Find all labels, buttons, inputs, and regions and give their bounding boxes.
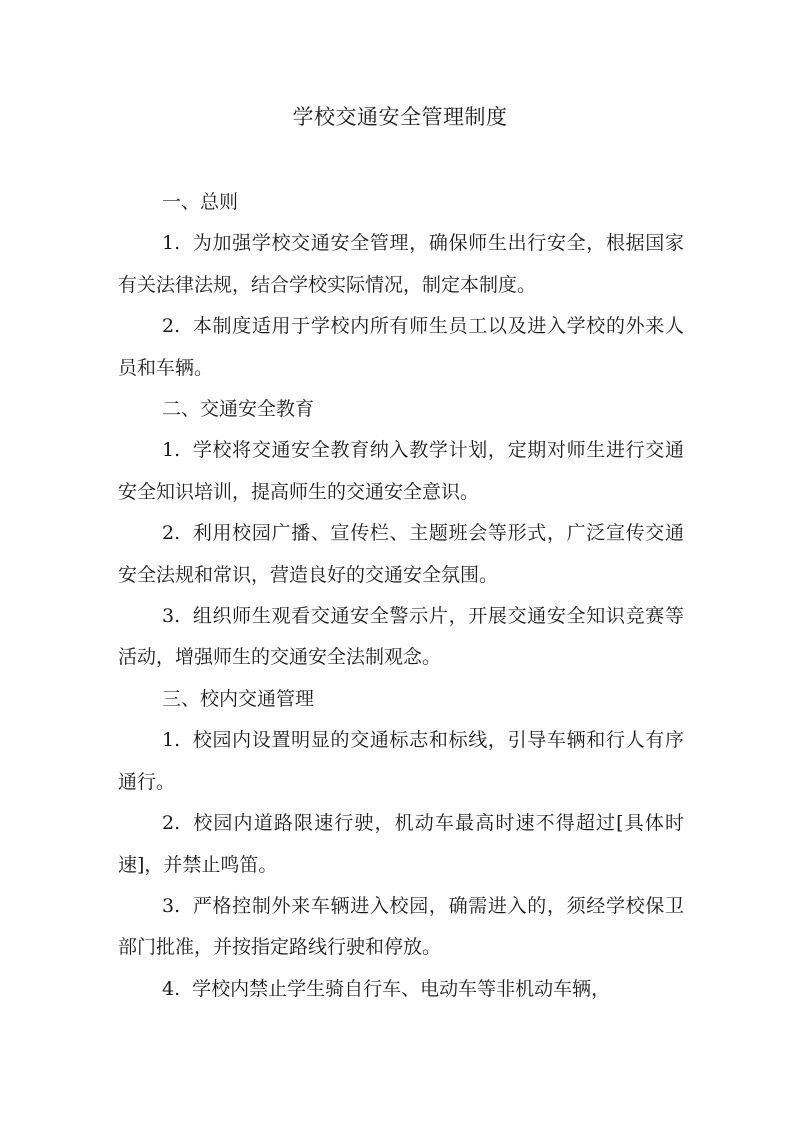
item-number: 4. xyxy=(162,977,181,1000)
paragraph xyxy=(118,306,684,389)
paragraph xyxy=(118,803,684,886)
paragraph-text: 利用校园广播、宣传栏、主题班会等形式，广泛宣传交通安全法规和常识，营造良好的交通安全氛围。 xyxy=(118,522,684,586)
item-number: 3. xyxy=(162,605,181,628)
item-number: 1. xyxy=(162,729,181,752)
document-body xyxy=(118,182,684,1010)
item-number: 2. xyxy=(162,522,181,545)
paragraph xyxy=(118,513,684,596)
paragraph xyxy=(118,596,684,679)
paragraph-text: 学校将交通安全教育纳入教学计划，定期对师生进行交通安全知识培训，提高师生的交通安全意识。 xyxy=(118,439,684,503)
paragraph-text: 严格控制外来车辆进入校园，确需进入的，须经学校保卫部门批准，并按指定路线行驶和停放。 xyxy=(118,894,684,959)
paragraph-text: 本制度适用于学校内所有师生员工以及进入学校的外来人员和车辆。 xyxy=(118,315,684,379)
paragraph-text: 校园内设置明显的交通标志和标线，引导车辆和行人有序通行。 xyxy=(118,729,684,793)
paragraph-text: 校园内道路限速行驶，机动车最高时速不得超过[具体时速]，并禁止鸣笛。 xyxy=(118,812,684,876)
paragraph xyxy=(118,886,684,969)
paragraph xyxy=(118,430,684,513)
item-number: 2. xyxy=(162,315,181,338)
section-heading: 二、交通安全教育 xyxy=(162,398,315,421)
document-title: 学校交通安全管理制度 xyxy=(292,105,508,129)
item-number: 1. xyxy=(162,232,181,255)
item-number: 1. xyxy=(162,439,181,462)
paragraph xyxy=(118,969,684,1010)
paragraph xyxy=(118,720,684,803)
item-number: 2. xyxy=(162,812,181,835)
item-number: 3. xyxy=(162,894,181,917)
section-heading: 三、校内交通管理 xyxy=(162,687,315,710)
paragraph-text: 学校内禁止学生骑自行车、电动车等非机动车辆， xyxy=(192,977,611,1000)
paragraph xyxy=(118,223,684,306)
paragraph-text: 为加强学校交通安全管理，确保师生出行安全，根据国家有关法律法规，结合学校实际情况，制定本制度。 xyxy=(118,232,684,296)
section-heading: 一、总则 xyxy=(162,191,239,213)
paragraph-text: 组织师生观看交通安全警示片，开展交通安全知识竞赛等活动，增强师生的交通安全法制观念。 xyxy=(118,605,684,669)
